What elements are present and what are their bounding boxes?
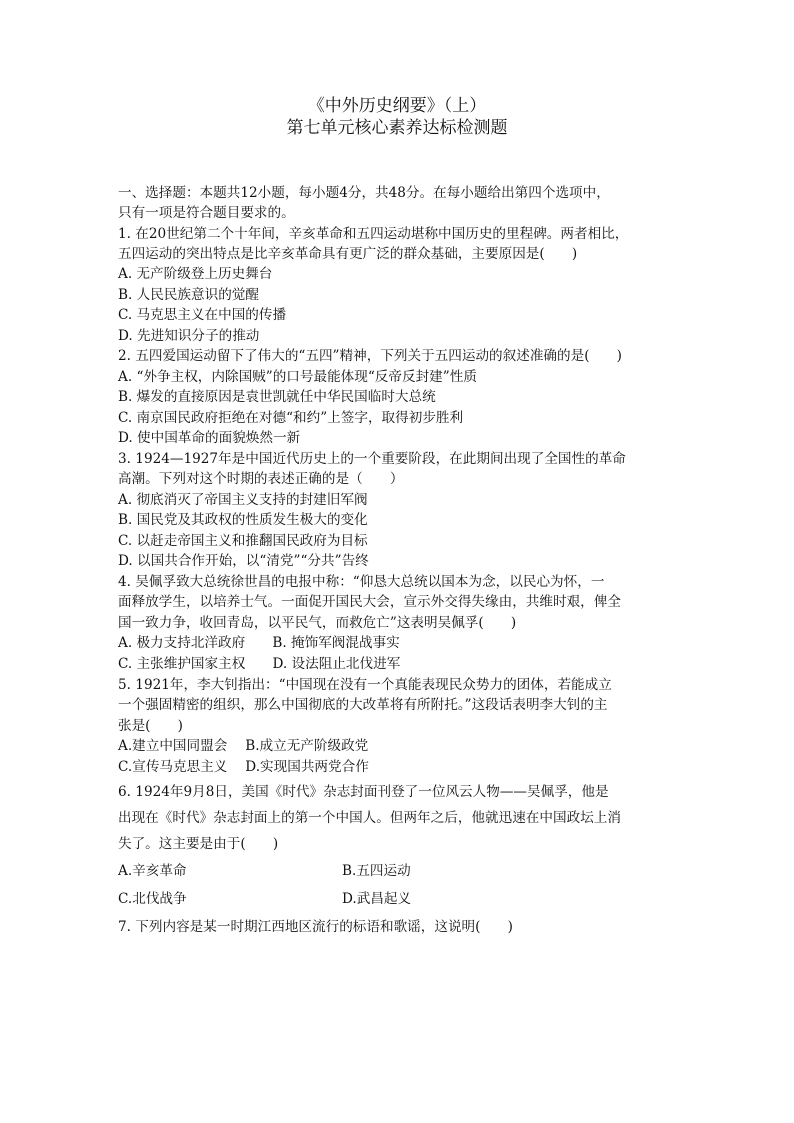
document-subtitle: 第七单元核心素养达标检测题 bbox=[286, 118, 508, 138]
answer-option: C. 以赶走帝国主义和推翻国民政府为目标 bbox=[118, 533, 368, 549]
answer-options-row: A.建立中国同盟会 B.成立无产阶级政党 bbox=[118, 738, 369, 754]
question-stem: 7. 下列内容是某一时期江西地区流行的标语和歌谣，这说明( ) bbox=[118, 919, 513, 935]
question-stem: 4. 吴佩孚致大总统徐世昌的电报中称：“仰恳大总统以国本为念，以民心为怀，一 bbox=[118, 574, 605, 590]
question-stem: 5. 1921年，李大钊指出：“中国现在没有一个真能表现民众势力的团体，若能成立 bbox=[118, 677, 612, 693]
answer-option: B. 国民党及其政权的性质发生极大的变化 bbox=[118, 512, 368, 528]
answer-option: A. 无产阶级登上历史舞台 bbox=[118, 266, 273, 282]
question-stem: 五四运动的突出特点是比辛亥革命具有更广泛的群众基础，主要原因是( ) bbox=[118, 246, 578, 262]
question-stem: 张是( ) bbox=[118, 718, 183, 734]
answer-option: D. 先进知识分子的推动 bbox=[118, 328, 260, 344]
answer-option: C. 南京国民政府拒绝在对德“和约”上签字，取得初步胜利 bbox=[118, 410, 464, 426]
answer-option: B.五四运动 bbox=[342, 863, 411, 879]
question-stem: 3. 1924—1927年是中国近代历史上的一个重要阶段，在此期间出现了全国性的革命 bbox=[118, 451, 626, 467]
section-instructions: 一、选择题：本题共12小题，每小题4分，共48分。在每小题给出第四个选项中， bbox=[118, 185, 610, 201]
answer-option: A.辛亥革命 bbox=[118, 863, 187, 879]
question-stem: 出现在《时代》杂志封面上的第一个中国人。但两年之后，他就迅速在中国政坛上消 bbox=[118, 810, 621, 826]
question-stem: 1. 在20世纪第二个十年间，辛亥革命和五四运动堪称中国历史的里程碑。两者相比， bbox=[118, 226, 629, 242]
answer-option: C. 马克思主义在中国的传播 bbox=[118, 307, 287, 323]
question-stem: 面释放学生，以培养士气。一面促开国民大会，宣示外交得失缘由，共维时艰，俾全 bbox=[118, 594, 621, 610]
answer-option: C.北伐战争 bbox=[118, 891, 187, 907]
question-stem: 失了。这主要是由于( ) bbox=[118, 836, 279, 852]
answer-option: D. 以国共合作开始，以“清党”“分共”告终 bbox=[118, 553, 369, 569]
question-stem: 一个强固精密的组织，那么中国彻底的大改革将有所附托。”这段话表明李大钊的主 bbox=[118, 697, 608, 713]
answer-option: B. 人民民族意识的觉醒 bbox=[118, 287, 259, 303]
answer-option: B. 爆发的直接原因是袁世凯就任中华民国临时大总统 bbox=[118, 389, 436, 405]
answer-options-row: C. 主张维护国家主权 D. 设法阻止北伐进军 bbox=[118, 656, 401, 672]
question-stem: 6. 1924年9月8日，美国《时代》杂志封面刊登了一位风云人物——吴佩孚，他是 bbox=[118, 784, 609, 800]
answer-option: A. 彻底消灭了帝国主义支持的封建旧军阀 bbox=[118, 492, 368, 508]
answer-options-row: A. 极力支持北洋政府 B. 掩饰军阀混战事实 bbox=[118, 635, 400, 651]
question-stem: 2. 五四爱国运动留下了伟大的“五四”精神，下列关于五四运动的叙述准确的是( ) bbox=[118, 348, 622, 364]
answer-options-row: C.宣传马克思主义 D.实现国共两党合作 bbox=[118, 759, 369, 775]
question-stem: 高潮。下列对这个时期的表述正确的是（ ） bbox=[118, 471, 404, 487]
section-instructions: 只有一项是符合题目要求的。 bbox=[118, 205, 295, 221]
answer-option: D. 使中国革命的面貌焕然一新 bbox=[118, 430, 301, 446]
answer-option: D.武昌起义 bbox=[342, 891, 412, 907]
question-stem: 国一致力争，收回青岛，以平民气，而救危亡”这表明吴佩孚( ) bbox=[118, 615, 517, 631]
document-title: 《中外历史纲要》（上） bbox=[307, 96, 487, 116]
answer-option: A. “外争主权，内除国贼”的口号最能体现“反帝反封建”性质 bbox=[118, 369, 477, 385]
